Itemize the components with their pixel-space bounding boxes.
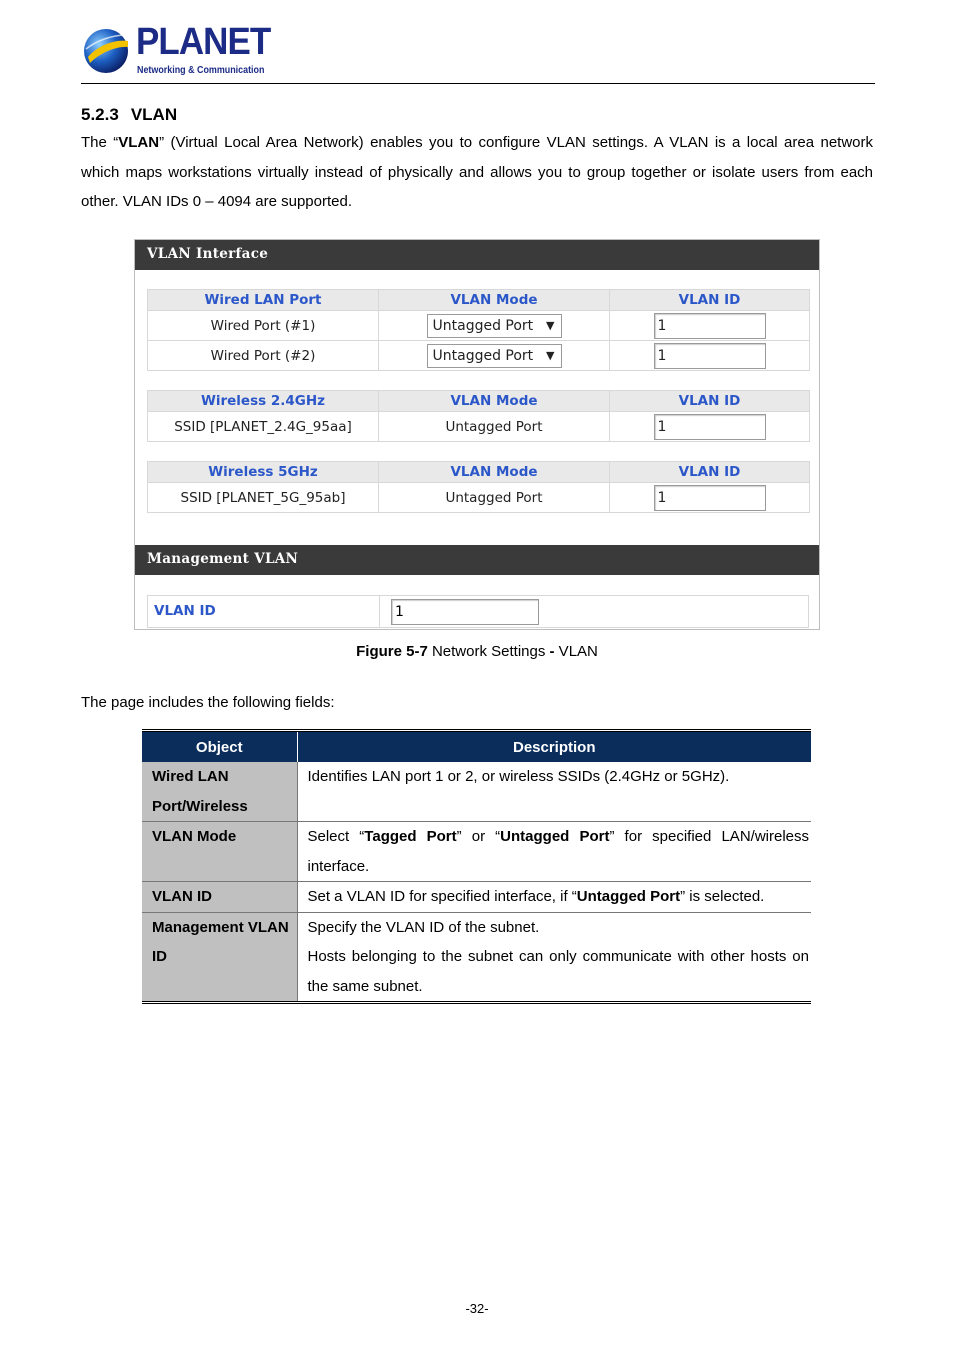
vlan-mode-select[interactable] bbox=[427, 344, 562, 368]
management-vlan-title: Management VLAN bbox=[135, 545, 819, 575]
fields-intro: The page includes the following fields: bbox=[81, 694, 335, 711]
management-vlan-id-input[interactable]: 1 bbox=[391, 599, 539, 625]
vlan-mode-text: Untagged Port bbox=[379, 412, 610, 442]
description-text: Identifies LAN port 1 or 2, or wireless SSIDs (2.4GHz or 5GHz). bbox=[307, 768, 730, 785]
vlan-mode-select[interactable] bbox=[427, 314, 562, 338]
description-cell bbox=[297, 882, 811, 913]
col-header-port: Wireless 5GHz bbox=[148, 462, 379, 483]
intro-bold: VLAN bbox=[118, 134, 160, 151]
caption-label: Figure 5-7 bbox=[356, 643, 428, 660]
ssid-label: SSID [PLANET_5G_95ab] bbox=[148, 483, 379, 513]
col-header-port: Wired LAN Port bbox=[148, 290, 379, 311]
port-label: Wired Port (#2) bbox=[148, 341, 379, 371]
col-header-mode: VLAN Mode bbox=[379, 462, 610, 483]
vlan-id-input[interactable]: 1 bbox=[654, 485, 766, 511]
dropdown-arrow-icon: ▼ bbox=[546, 318, 555, 332]
table-header-row bbox=[142, 732, 811, 762]
col-header-vlan-id: VLAN ID bbox=[610, 391, 810, 412]
mode-cell bbox=[379, 311, 610, 341]
vlan-mode-value: Untagged Port bbox=[432, 317, 534, 334]
object-cell: VLAN Mode bbox=[142, 822, 297, 882]
field-description-table bbox=[142, 729, 811, 1004]
intro-paragraph bbox=[81, 128, 873, 217]
description-bold: Untagged Port bbox=[576, 888, 681, 905]
vlan-id-cell bbox=[610, 483, 810, 513]
description-bold: Tagged Port bbox=[364, 828, 457, 845]
vlan-id-cell bbox=[610, 412, 810, 442]
description-text: ” is selected. bbox=[680, 888, 765, 905]
planet-logo bbox=[81, 21, 281, 79]
description-cell bbox=[297, 912, 811, 1001]
table-row bbox=[148, 412, 810, 442]
wireless-24ghz-table bbox=[147, 390, 810, 442]
table-row bbox=[142, 912, 811, 1001]
intro-text-rest: ” (Virtual Local Area Network) enables you to configure VLAN settings. A VLAN is a local area network which maps workstations virtually instead of physically and allows you to group together or isolate users from each other. VLAN IDs 0 – 4094 are supported. bbox=[81, 134, 873, 210]
dropdown-arrow-icon: ▼ bbox=[546, 348, 555, 362]
intro-text: The “ bbox=[81, 134, 119, 151]
table-row bbox=[148, 483, 810, 513]
page-number: -32- bbox=[465, 1301, 489, 1316]
vlan-id-cell bbox=[610, 341, 810, 371]
wireless-5ghz-table bbox=[147, 461, 810, 513]
port-label: Wired Port (#1) bbox=[148, 311, 379, 341]
table-header-row bbox=[148, 462, 810, 483]
caption-separator: - bbox=[549, 643, 555, 660]
col-header-port: Wireless 2.4GHz bbox=[148, 391, 379, 412]
vlan-interface-title: VLAN Interface bbox=[135, 240, 819, 270]
col-header-vlan-id: VLAN ID bbox=[610, 462, 810, 483]
section-number: 5.2.3 bbox=[81, 105, 119, 124]
vlan-mode-text: Untagged Port bbox=[379, 483, 610, 513]
page-header bbox=[81, 22, 875, 84]
description-text: ” or “ bbox=[456, 828, 501, 845]
table-row bbox=[142, 822, 811, 882]
vlan-id-input[interactable]: 1 bbox=[654, 414, 766, 440]
description-line: Specify the VLAN ID of the subnet. bbox=[307, 918, 540, 936]
ssid-label: SSID [PLANET_2.4G_95aa] bbox=[148, 412, 379, 442]
table-row bbox=[142, 882, 811, 913]
col-header-object: Object bbox=[142, 732, 297, 762]
vlan-id-input[interactable]: 1 bbox=[654, 313, 766, 339]
logo-wordmark: PLANET bbox=[136, 21, 271, 63]
vlan-settings-screenshot bbox=[134, 239, 820, 630]
description-bold: Untagged Port bbox=[500, 828, 610, 845]
management-vlan-row bbox=[147, 595, 809, 628]
object-cell: VLAN ID bbox=[142, 882, 297, 913]
description-cell bbox=[297, 762, 811, 822]
figure-caption bbox=[0, 643, 954, 660]
col-header-vlan-id: VLAN ID bbox=[610, 290, 810, 311]
table-header-row bbox=[148, 290, 810, 311]
description-cell bbox=[297, 822, 811, 882]
wired-lan-table bbox=[147, 289, 810, 371]
vlan-id-cell bbox=[610, 311, 810, 341]
description-line: Hosts belonging to the subnet can only communicate with other hosts on the same subnet. bbox=[307, 948, 809, 995]
globe-icon bbox=[82, 27, 130, 75]
vlan-id-input[interactable]: 1 bbox=[654, 343, 766, 369]
caption-text: Network Settings bbox=[427, 643, 550, 660]
caption-text-end: VLAN bbox=[554, 643, 598, 660]
management-vlan-id-label: VLAN ID bbox=[148, 596, 380, 627]
object-cell: Management VLAN ID bbox=[142, 912, 297, 1001]
vlan-mode-value: Untagged Port bbox=[432, 347, 534, 364]
logo-subtitle: Networking & Communication bbox=[137, 64, 265, 76]
description-text: Select “ bbox=[307, 828, 365, 845]
col-header-description: Description bbox=[297, 732, 811, 762]
table-row bbox=[148, 341, 810, 371]
section-name: VLAN bbox=[130, 105, 178, 124]
table-row bbox=[142, 762, 811, 822]
mode-cell bbox=[379, 341, 610, 371]
object-cell: Wired LAN Port/Wireless bbox=[142, 762, 297, 822]
section-title bbox=[81, 105, 177, 125]
col-header-mode: VLAN Mode bbox=[379, 391, 610, 412]
description-text: ” for specified LAN/wireless interface. bbox=[307, 828, 809, 875]
col-header-mode: VLAN Mode bbox=[379, 290, 610, 311]
table-header-row bbox=[148, 391, 810, 412]
table-row bbox=[148, 311, 810, 341]
description-text: Set a VLAN ID for specified interface, if “ bbox=[307, 888, 577, 905]
